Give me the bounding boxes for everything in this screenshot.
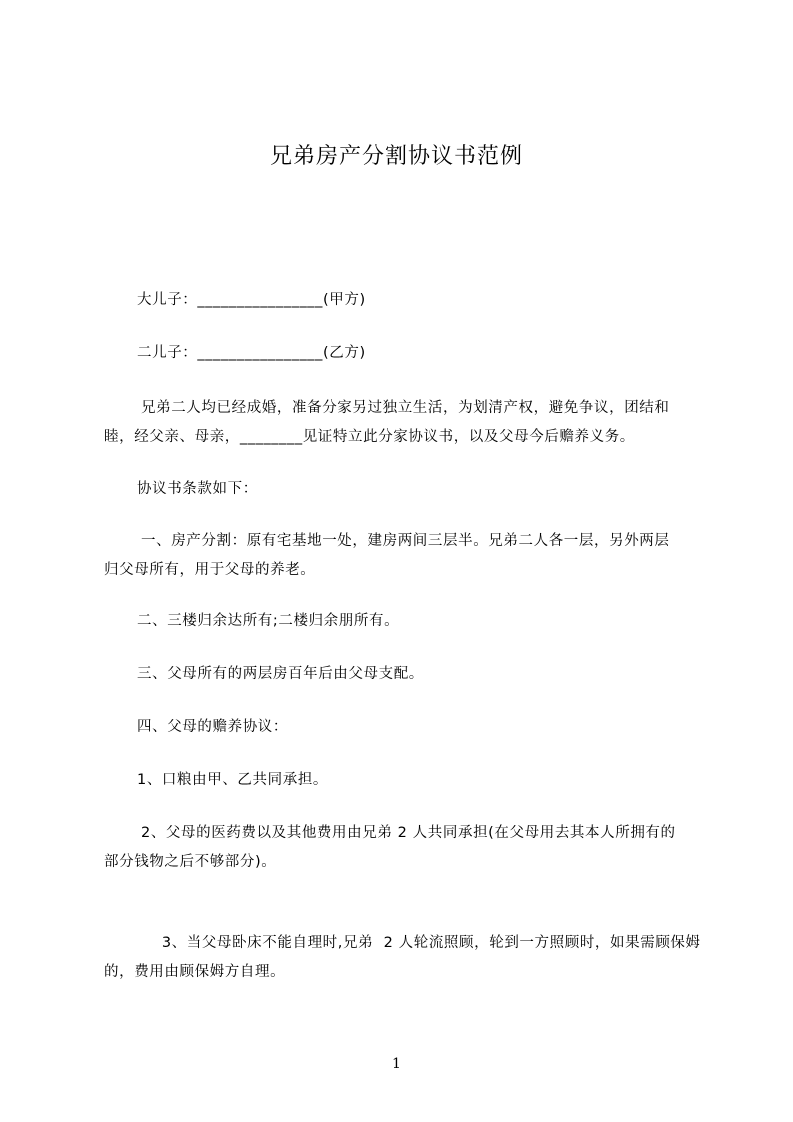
clauses-heading-text: 协议书条款如下： xyxy=(137,481,258,497)
intro-line-2: 睦，经父亲、母亲，________见证特立此分家协议书，以及父母今后赡养义务。 xyxy=(104,429,635,445)
page-number: 1 xyxy=(392,1056,401,1072)
sub-clause-3-line-1: 3、当父母卧床不能自理时,兄弟 2 人轮流照顾，轮到一方照顾时，如果需顾保姆 xyxy=(161,935,701,951)
clause-3 xyxy=(104,660,710,689)
intro-line-1: 兄弟二人均已经成婚，准备分家另过独立生活，为划清产权，避免争议，团结和 xyxy=(141,400,670,416)
sub-clause-3-line-2: 的，费用由顾保姆方自理。 xyxy=(104,964,286,980)
sub-clause-1 xyxy=(104,766,710,795)
clause-2 xyxy=(104,607,710,636)
clause-3-text: 三、父母所有的两层房百年后由父母支配。 xyxy=(137,666,424,682)
intro-paragraph xyxy=(104,394,710,452)
clause-1-line-2: 归父母所有，用于父母的养老。 xyxy=(104,562,316,578)
clause-4 xyxy=(104,713,710,742)
sub-clause-1-text: 1、口粮由甲、乙共同承担。 xyxy=(137,772,329,788)
sub-clause-2 xyxy=(104,819,710,877)
clause-2-text: 二、三楼归余达所有;二楼归余朋所有。 xyxy=(137,613,400,629)
document-title: 兄弟房产分割协议书范例 xyxy=(269,144,523,169)
party-b-line xyxy=(104,339,710,368)
clause-1-line-1: 一、房产分割：原有宅基地一处，建房两间三层半。兄弟二人各一层，另外两层 xyxy=(141,533,670,549)
clause-1 xyxy=(104,527,710,585)
party-a-text: 大儿子：________________(甲方) xyxy=(137,292,366,308)
clauses-heading xyxy=(104,475,710,504)
sub-clause-2-line-2: 部分钱物之后不够部分)。 xyxy=(104,854,277,870)
party-b-text: 二儿子：________________(乙方) xyxy=(137,345,366,361)
sub-clause-2-line-1: 2、父母的医药费以及其他费用由兄弟 2 人共同承担(在父母用去其本人所拥有的 xyxy=(141,825,676,841)
party-a-line xyxy=(104,286,710,315)
clause-4-text: 四、父母的赡养协议： xyxy=(137,719,288,735)
sub-clause-3 xyxy=(104,900,710,1016)
